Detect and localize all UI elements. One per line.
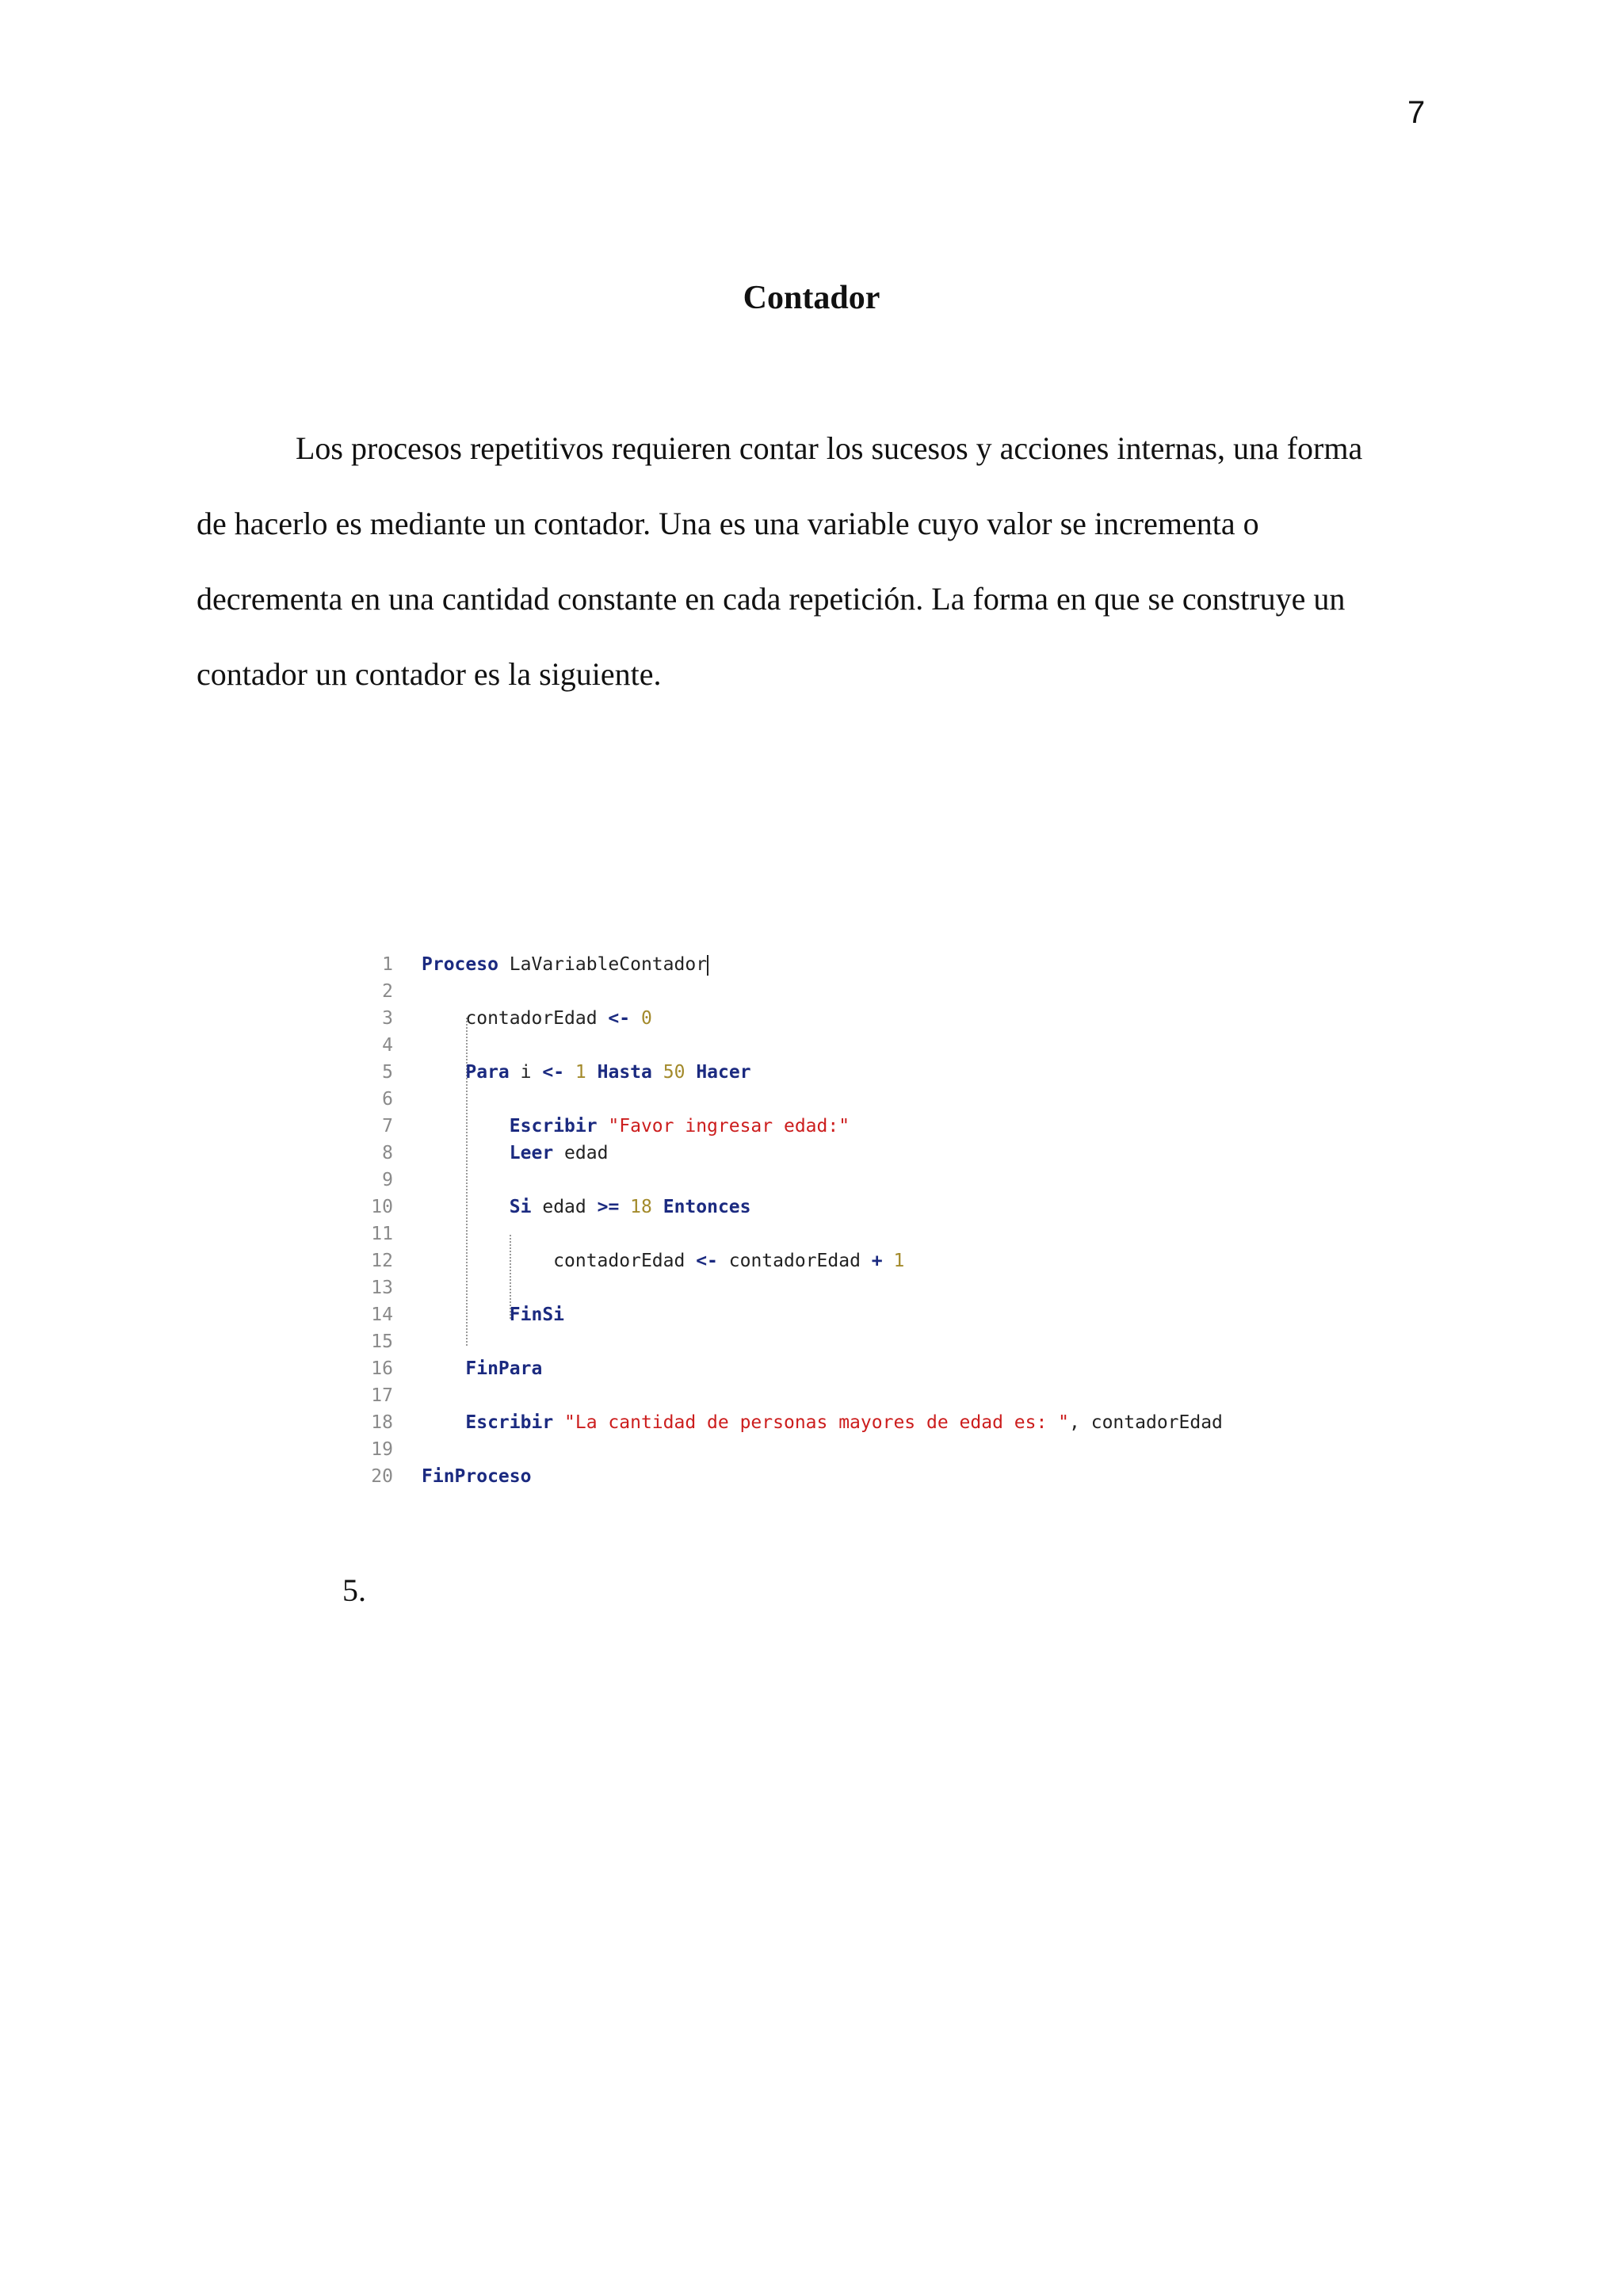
code-line [365,1328,422,1355]
paragraph-line: Los procesos repetitivos requieren contar los sucesos y acciones internas, una forma [296,430,1363,466]
code-line: 7 Escribir "Favor ingresar edad:" [365,1113,850,1140]
line-number: 11 [371,1224,393,1244]
line-number: 17 [371,1385,393,1406]
line-number: 14 [371,1305,393,1325]
line-number: 20 [371,1466,393,1487]
code-line [365,978,422,1005]
paragraph-line: contador un contador es la siguiente. [197,656,662,692]
list-item-number: 5. [342,1572,366,1608]
code-line: 3 contadorEdad <- 0 [365,1005,652,1032]
code-line [365,1382,422,1409]
line-number: 2 [382,981,393,1002]
code-line: 18 Escribir "La cantidad de personas mayores de edad es: ", contadorEdad [365,1409,1223,1436]
text-cursor [707,955,708,976]
line-number: 16 [371,1358,393,1379]
line-number: 3 [382,1008,393,1029]
line-number: 8 [382,1143,393,1163]
page-number: 7 [1407,95,1426,130]
code-line [365,1221,422,1247]
code-line: 5 Para i <- 1 Hasta 50 Hacer [365,1059,751,1086]
line-number: 9 [382,1170,393,1190]
line-number: 12 [371,1251,393,1271]
code-line [365,1167,422,1194]
code-screenshot [365,951,1252,1506]
code-line: 1 Proceso LaVariableContador [365,951,708,978]
code-line [365,1436,422,1463]
line-number: 4 [382,1035,393,1056]
line-number: 10 [371,1197,393,1217]
line-number: 18 [371,1412,393,1433]
paragraph-line: de hacerlo es mediante un contador. Una es una variable cuyo valor se incrementa o [197,506,1259,541]
code-line: 8 Leer edad [365,1140,608,1167]
code-line [365,1086,422,1113]
code-line [365,1274,422,1301]
line-number: 7 [382,1116,393,1137]
line-number: 15 [371,1331,393,1352]
paragraph-line: decrementa en una cantidad constante en cada repetición. La forma en que se construye un [197,581,1346,617]
line-number: 19 [371,1439,393,1460]
code-line [365,1032,422,1059]
code-line: 14 FinSi [365,1301,564,1328]
body-paragraph [197,411,1417,712]
line-number: 13 [371,1278,393,1298]
line-number: 1 [382,954,393,975]
section-heading: Contador [743,280,880,316]
code-line: 10 Si edad >= 18 Entonces [365,1194,751,1221]
line-number: 6 [382,1089,393,1110]
line-number: 5 [382,1062,393,1083]
code-line: 16 FinPara [365,1355,542,1382]
code-line: 12 contadorEdad <- contadorEdad + 1 [365,1247,904,1274]
code-line: 20 FinProceso [365,1463,531,1490]
